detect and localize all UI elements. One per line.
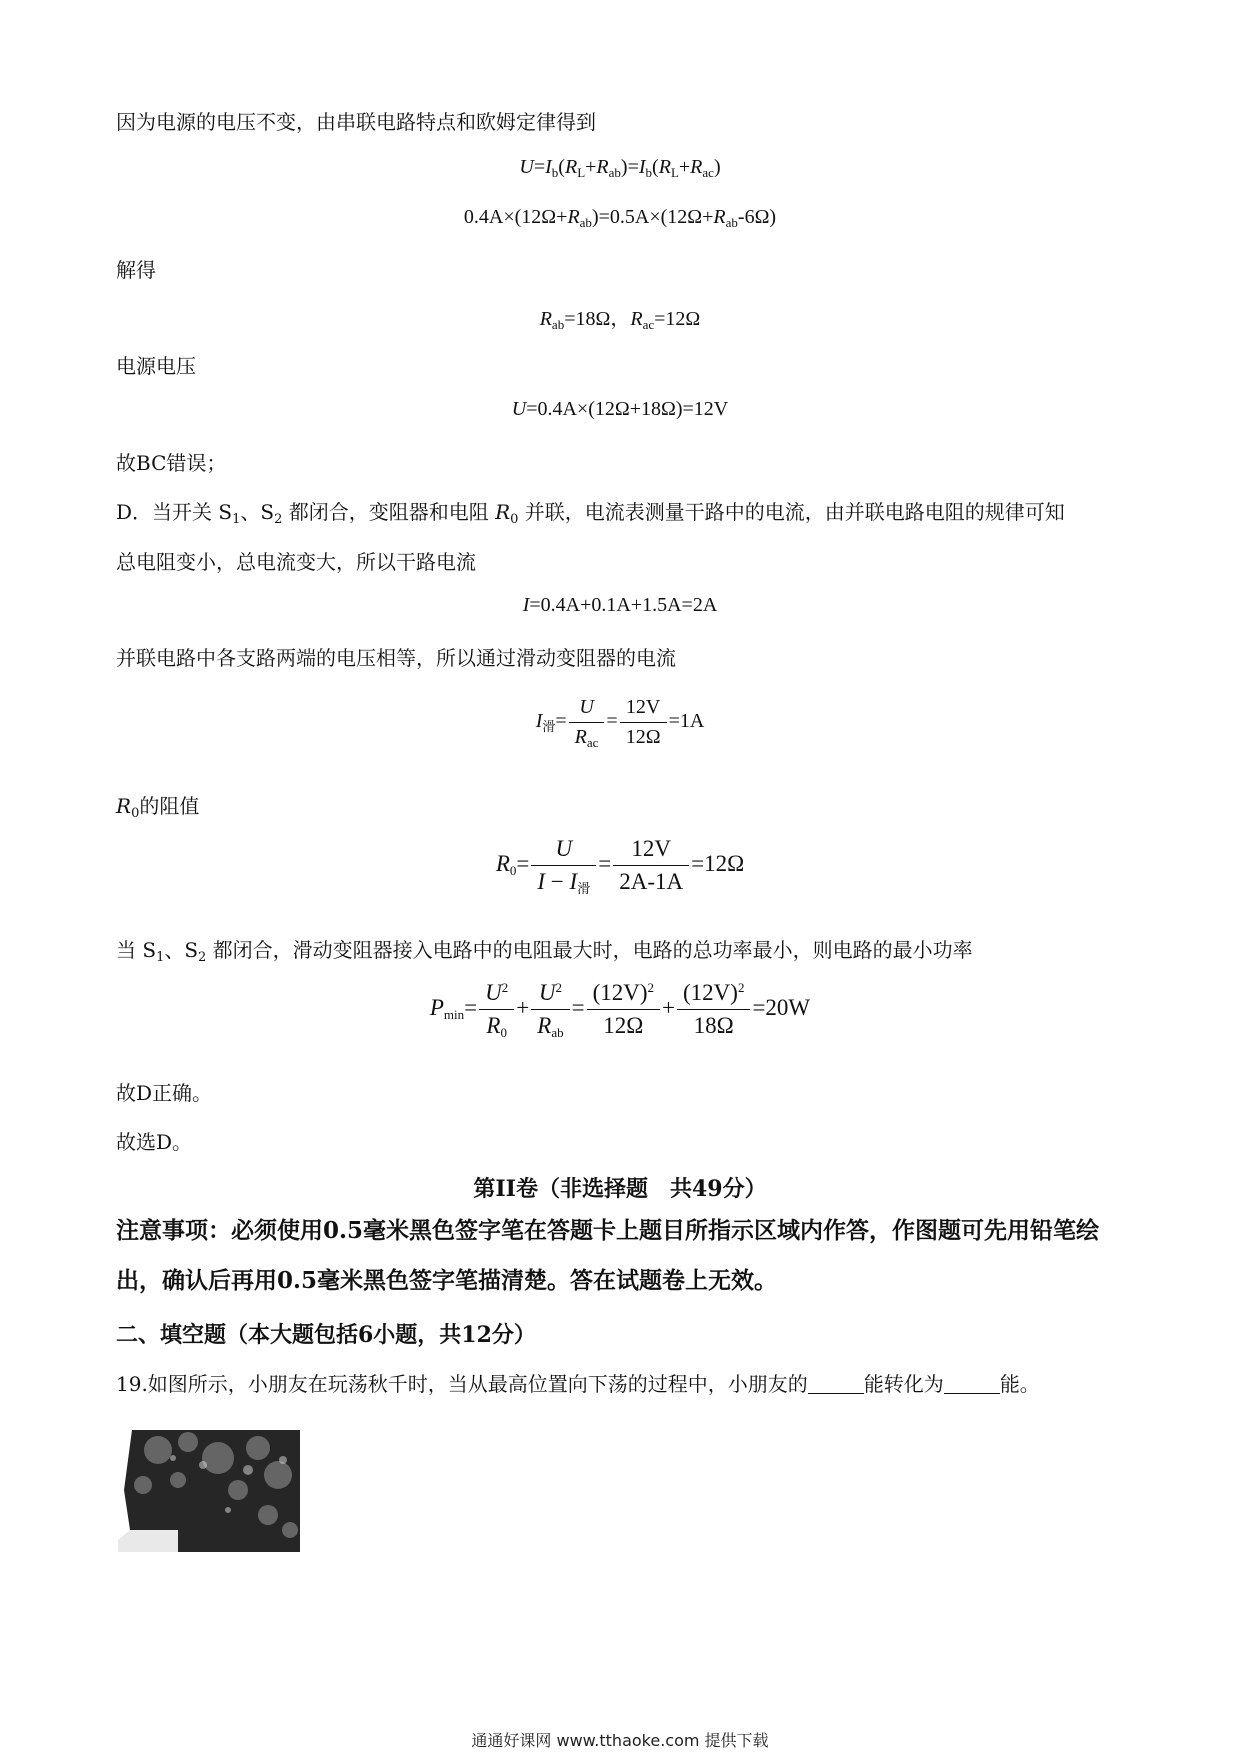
swing-photo xyxy=(118,1430,300,1552)
answer-blank-1[interactable] xyxy=(808,1393,864,1394)
equation-source-voltage: U=0.4A×(12Ω+18Ω)=12V xyxy=(511,398,729,420)
equation-r0: $R_0=$ $\frac{U}{I - I_滑}$ = $\frac{12V}{2A-1A}$ =12Ω xyxy=(495,836,745,896)
text-line-choose-d: 故选D。 xyxy=(116,1130,193,1154)
text-line-parallel: 并联电路中各支路两端的电压相等，所以通过滑动变阻器的电流 xyxy=(116,646,676,670)
text-line-d-correct: 故D正确。 xyxy=(116,1081,213,1105)
text-line-min-power: 当 $S_1$、$S_2$ 都闭合，滑动变阻器接入电路中的电阻最大时，电路的总功率最小，则电路的最小功率 xyxy=(116,938,973,965)
text-line-bc-wrong: 故BC错误； xyxy=(116,451,227,475)
equation-slide-current: $I_滑=$ $\frac{U}{R_{ac}}$ = $\frac{12V}{12\Omega}$ =1A xyxy=(535,696,705,750)
text-line-option-d: D．当开关 $S_1$、$S_2$ 都闭合，变阻器和电阻 $R_0$ 并联，电流表测量干路中的电流，由并联电路电阻的规律可知 xyxy=(116,500,1065,527)
text-line-solve: 解得 xyxy=(116,258,156,282)
text-line-r0-resistance: $R_0$的阻值 xyxy=(116,794,200,821)
page-footer: 通通好课网 www.tthaoke.com 提供下载 xyxy=(471,1731,769,1750)
text-line-series-circuit: 因为电源的电压不变，由串联电路特点和欧姆定律得到 xyxy=(116,110,596,134)
equation-resistances: $R_{ab}=18\Omega$，$R_{ac}=12\Omega$ xyxy=(539,308,701,332)
equation-voltage-series: $U=I_b(R_L+R_{ab})=I_b(R_L+R_{ac})$ xyxy=(519,156,721,180)
part-heading-fill-blank: 二、填空题（本大题包括6小题，共12分） xyxy=(116,1322,536,1348)
question-19: 19.如图所示，小朋友在玩荡秋千时，当从最高位置向下荡的过程中，小朋友的 能转化为 能。 xyxy=(116,1372,1040,1396)
section-title: 第II卷（非选择题 共49分） xyxy=(473,1176,767,1202)
equation-current-relation: $0.4A\times(12\Omega+R_{ab})=0.5A\times(12\Omega+R_{ab}-6\Omega)$ xyxy=(463,206,777,230)
text-line-source-voltage: 电源电压 xyxy=(116,354,196,378)
equation-min-power: $P_{min}=$ $\frac{U^2}{R_0}$ + $\frac{U^2}{R_{ab}}$ = $\frac{(12V)^2}{12\Omega}$ + $\frac{(12V)^2}{18\Omega}$ =20W xyxy=(429,980,811,1040)
answer-blank-2[interactable] xyxy=(944,1393,1000,1394)
equation-total-current: I=0.4A+0.1A+1.5A=2A xyxy=(522,594,718,616)
text-line-total-resistance: 总电阻变小，总电流变大，所以干路电流 xyxy=(116,550,476,574)
notice-paragraph: 注意事项：必须使用0.5毫米黑色签字笔在答题卡上题目所指示区域内作答，作图题可先用铅笔绘出，确认后再用0.5毫米黑色签字笔描清楚。答在试题卷上无效。 xyxy=(116,1217,1100,1294)
